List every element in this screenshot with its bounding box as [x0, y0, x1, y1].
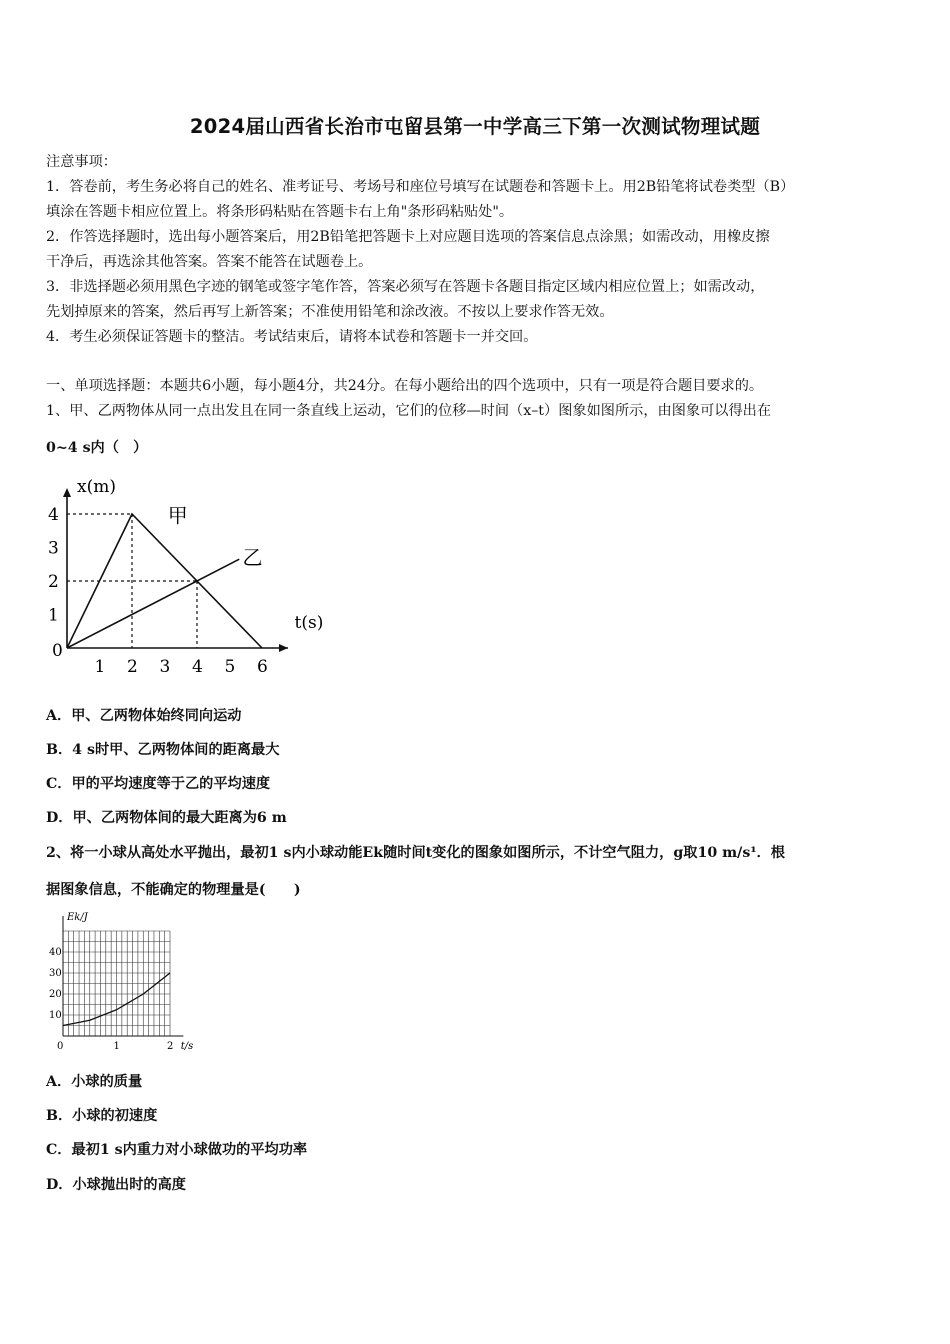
y-axis-label: x(m): [77, 477, 116, 497]
y-tick-label: 1: [48, 605, 59, 626]
series-label-yi: 乙: [242, 545, 263, 570]
q1-stem-cont: 0~4 s内（ ）: [46, 440, 148, 456]
q2-option-a: A．小球的质量: [46, 1074, 143, 1090]
series-label-jia: 甲: [167, 503, 188, 528]
x-axis-arrow: [279, 644, 288, 652]
x-tick-label: 3: [159, 657, 171, 677]
section-heading: 一、单项选择题：本题共6小题，每小题4分，共24分。在每小题给出的四个选项中，只有一项是符合题目要求的。: [46, 378, 764, 394]
x-tick-label: 6: [257, 657, 268, 677]
q1-option-b: B．4 s时甲、乙两物体间的距离最大: [46, 742, 280, 758]
q2-stem-cont: 据图象信息，不能确定的物理量是( ): [46, 882, 301, 898]
y-tick-label: 4: [48, 505, 59, 525]
notice-line: 2．作答选择题时，选出每小题答案后，用2B铅笔把答题卡上对应题目选项的答案信息点涂黑；如需改动，用橡皮擦: [46, 229, 770, 245]
notice-heading: 注意事项：: [46, 154, 117, 170]
q2-ek-chart: [40, 908, 210, 1058]
y-tick-label: 20: [49, 989, 62, 1000]
x-axis-label: t(s): [294, 613, 324, 633]
q2-option-b: B．小球的初速度: [46, 1108, 158, 1124]
q1-xt-chart: [40, 470, 340, 685]
x-tick-label: 1: [94, 657, 106, 677]
x-axis-label: t/s: [180, 1041, 194, 1052]
y-axis-label: Ek/J: [67, 912, 88, 923]
notice-line: 干净后，再选涂其他答案。答案不能答在试题卷上。: [46, 254, 373, 270]
y-tick-label: 10: [49, 1010, 62, 1021]
q1-stem: 1、甲、乙两物体从同一点出发且在同一条直线上运动，它们的位移—时间（x–t）图象如图所示，由图象可以得出在: [46, 403, 772, 419]
x-tick-label: 4: [192, 657, 203, 677]
origin-label: 0: [52, 641, 63, 661]
y-tick-label: 30: [49, 968, 62, 979]
q2-stem: 2、将一小球从高处水平抛出，最初1 s内小球动能Ek随时间t变化的图象如图所示，不计空气阻力，g取10 m/s¹．根: [46, 845, 785, 861]
x-tick-label: 5: [224, 657, 236, 677]
q1-option-c: C．甲的平均速度等于乙的平均速度: [46, 776, 271, 792]
q2-option-d: D．小球抛出时的高度: [46, 1177, 186, 1193]
q1-option-d: D．甲、乙两物体间的最大距离为6 m: [46, 810, 287, 826]
y-tick-label: 40: [49, 947, 62, 958]
y-axis-arrow: [63, 488, 71, 497]
y-tick-label: 2: [48, 572, 59, 592]
notice-line: 3．非选择题必须用黑色字迹的钢笔或签字笔作答，答案必须写在答题卡各题目指定区域内相应位置上；如需改动，: [46, 279, 765, 295]
y-tick-label: 3: [48, 538, 59, 559]
notice-line: 1．答卷前，考生务必将自己的姓名、准考证号、考场号和座位号填写在试题卷和答题卡上。用2B铅笔将试卷类型（B）: [46, 179, 795, 195]
q1-option-a: A．甲、乙两物体始终同向运动: [46, 708, 242, 724]
notice-line: 先划掉原来的答案，然后再写上新答案；不准使用铅笔和涂改液。不按以上要求作答无效。: [46, 304, 614, 320]
x-tick-label: 2: [127, 657, 138, 677]
series-line-yi: [67, 559, 239, 648]
notice-line: 填涂在答题卡相应位置上。将条形码粘贴在答题卡右上角"条形码粘贴处"。: [46, 204, 514, 220]
notice-line: 4．考生必须保证答题卡的整洁。考试结束后，请将本试卷和答题卡一并交回。: [46, 329, 538, 345]
x-tick-label: 1: [113, 1041, 120, 1052]
x-tick-label: 2: [167, 1041, 174, 1052]
page-title: 2024届山西省长治市屯留县第一中学高三下第一次测试物理试题: [189, 115, 761, 138]
q2-option-c: C．最初1 s内重力对小球做功的平均功率: [46, 1142, 308, 1158]
origin-label: 0: [57, 1041, 64, 1052]
